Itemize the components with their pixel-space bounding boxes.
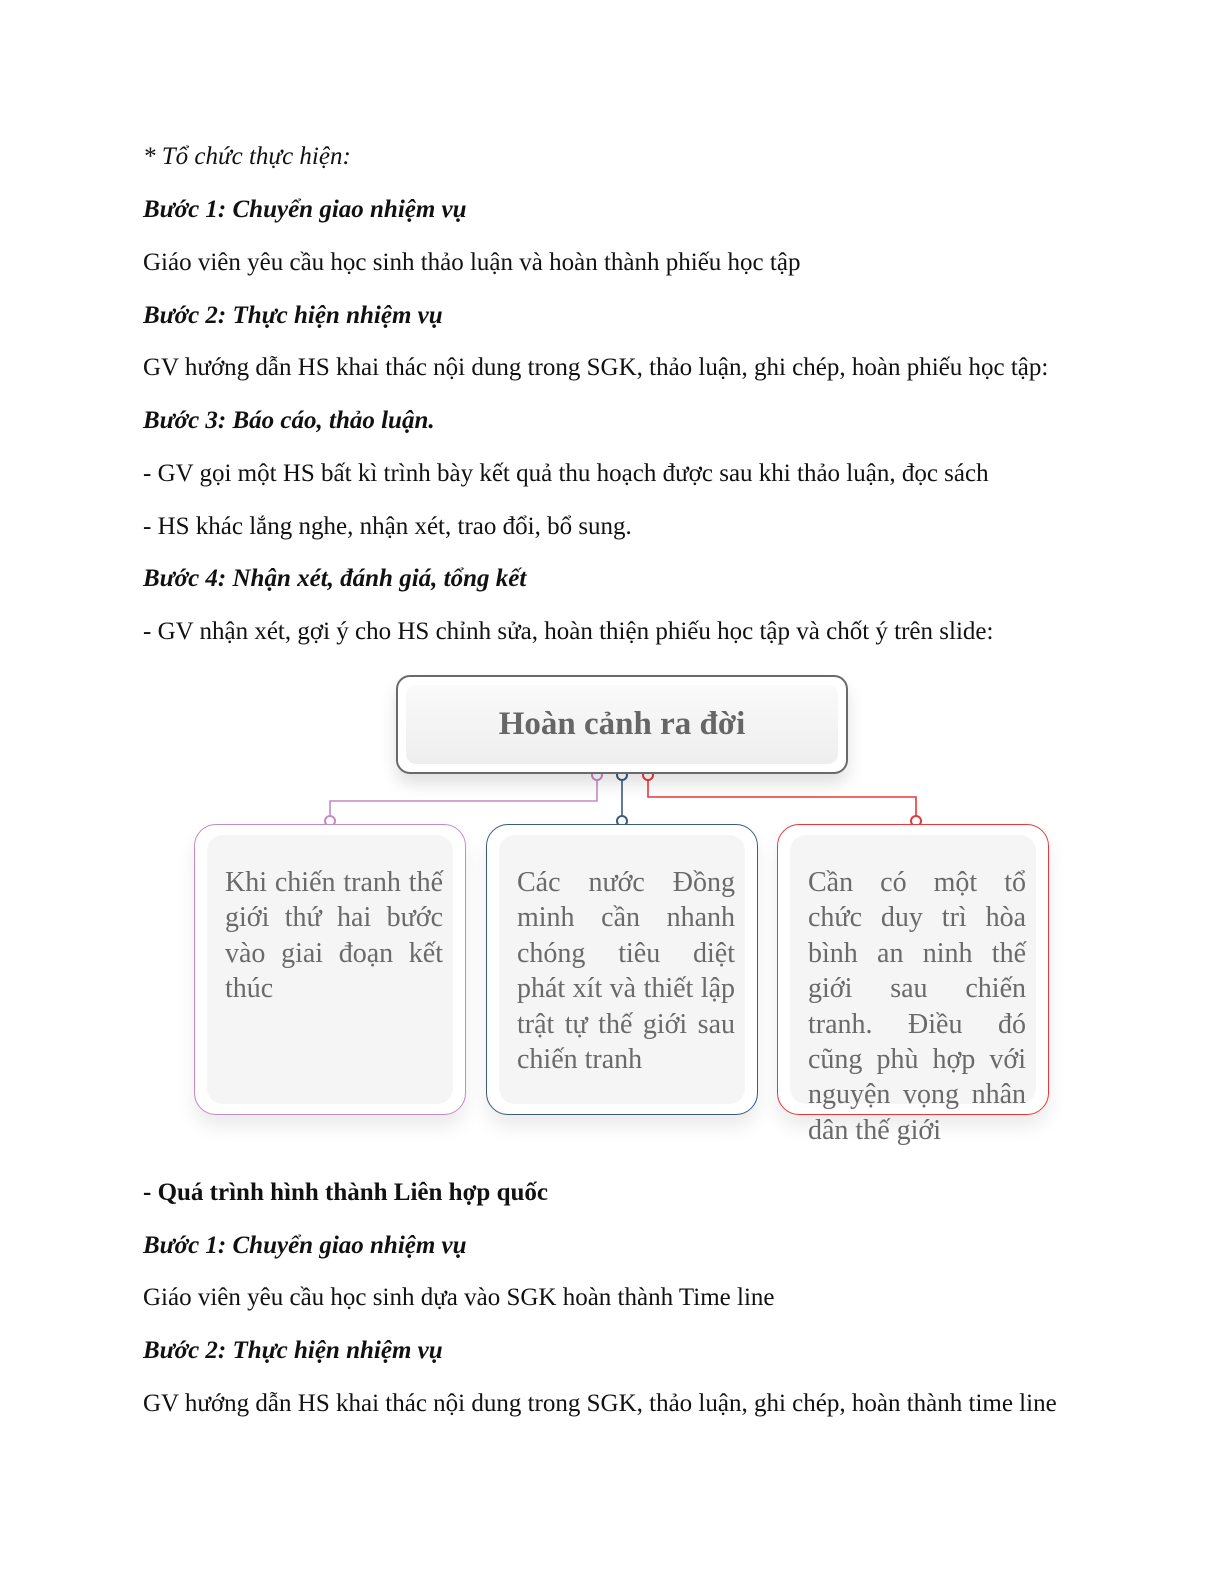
- step1-text: Giáo viên yêu cầu học sinh thảo luận và hoàn thành phiếu học tập: [143, 249, 801, 276]
- step3-title: Bước 3: Báo cáo, thảo luận.: [143, 407, 435, 434]
- section2-step2-title: Bước 2: Thực hiện nhiệm vụ: [143, 1337, 443, 1364]
- step3-text-2: - HS khác lắng nghe, nhận xét, trao đổi, bổ sung.: [143, 513, 632, 540]
- step3-text-1: - GV gọi một HS bất kì trình bày kết quả thu hoạch được sau khi thảo luận, đọc sách: [143, 460, 989, 487]
- step2-text: GV hướng dẫn HS khai thác nội dung trong SGK, thảo luận, ghi chép, hoàn phiếu học tập:: [143, 354, 1049, 381]
- step2-title: Bước 2: Thực hiện nhiệm vụ: [143, 302, 443, 329]
- diagram-card-2-text: Các nước Đồng minh cần nhanh chóng tiêu diệt phát xít và thiết lập trật tự thế giới sau chiến tranh: [499, 835, 745, 1104]
- diagram-card-1: [194, 824, 466, 1115]
- step4-title: Bước 4: Nhận xét, đánh giá, tổng kết: [143, 565, 527, 592]
- section2-step1-title: Bước 1: Chuyển giao nhiệm vụ: [143, 1232, 467, 1259]
- diagram-card-3: [777, 824, 1049, 1146]
- section2-heading: - Quá trình hình thành Liên hợp quốc: [143, 1179, 548, 1206]
- diagram-card-3-text: Cần có một tổ chức duy trì hòa bình an ninh thế giới sau chiến tranh. Điều đó cũng phù hợp với nguyện vọng nhân dân thế giới: [790, 835, 1036, 1104]
- organize-label: * Tổ chức thực hiện:: [143, 143, 351, 170]
- section2-step2-text: GV hướng dẫn HS khai thác nội dung trong SGK, thảo luận, ghi chép, hoàn thành time line: [143, 1390, 1057, 1417]
- diagram-title-box: [396, 675, 848, 774]
- section2-step1-text: Giáo viên yêu cầu học sinh dựa vào SGK hoàn thành Time line: [143, 1284, 775, 1311]
- step4-text: - GV nhận xét, gợi ý cho HS chỉnh sửa, hoàn thiện phiếu học tập và chốt ý trên slide:: [143, 618, 994, 645]
- diagram-title: Hoàn cảnh ra đời: [406, 685, 838, 764]
- diagram-card-2: [486, 824, 758, 1115]
- step1-title: Bước 1: Chuyển giao nhiệm vụ: [143, 196, 467, 223]
- diagram-card-1-text: Khi chiến tranh thế giới thứ hai bước vào giai đoạn kết thúc: [207, 835, 453, 1104]
